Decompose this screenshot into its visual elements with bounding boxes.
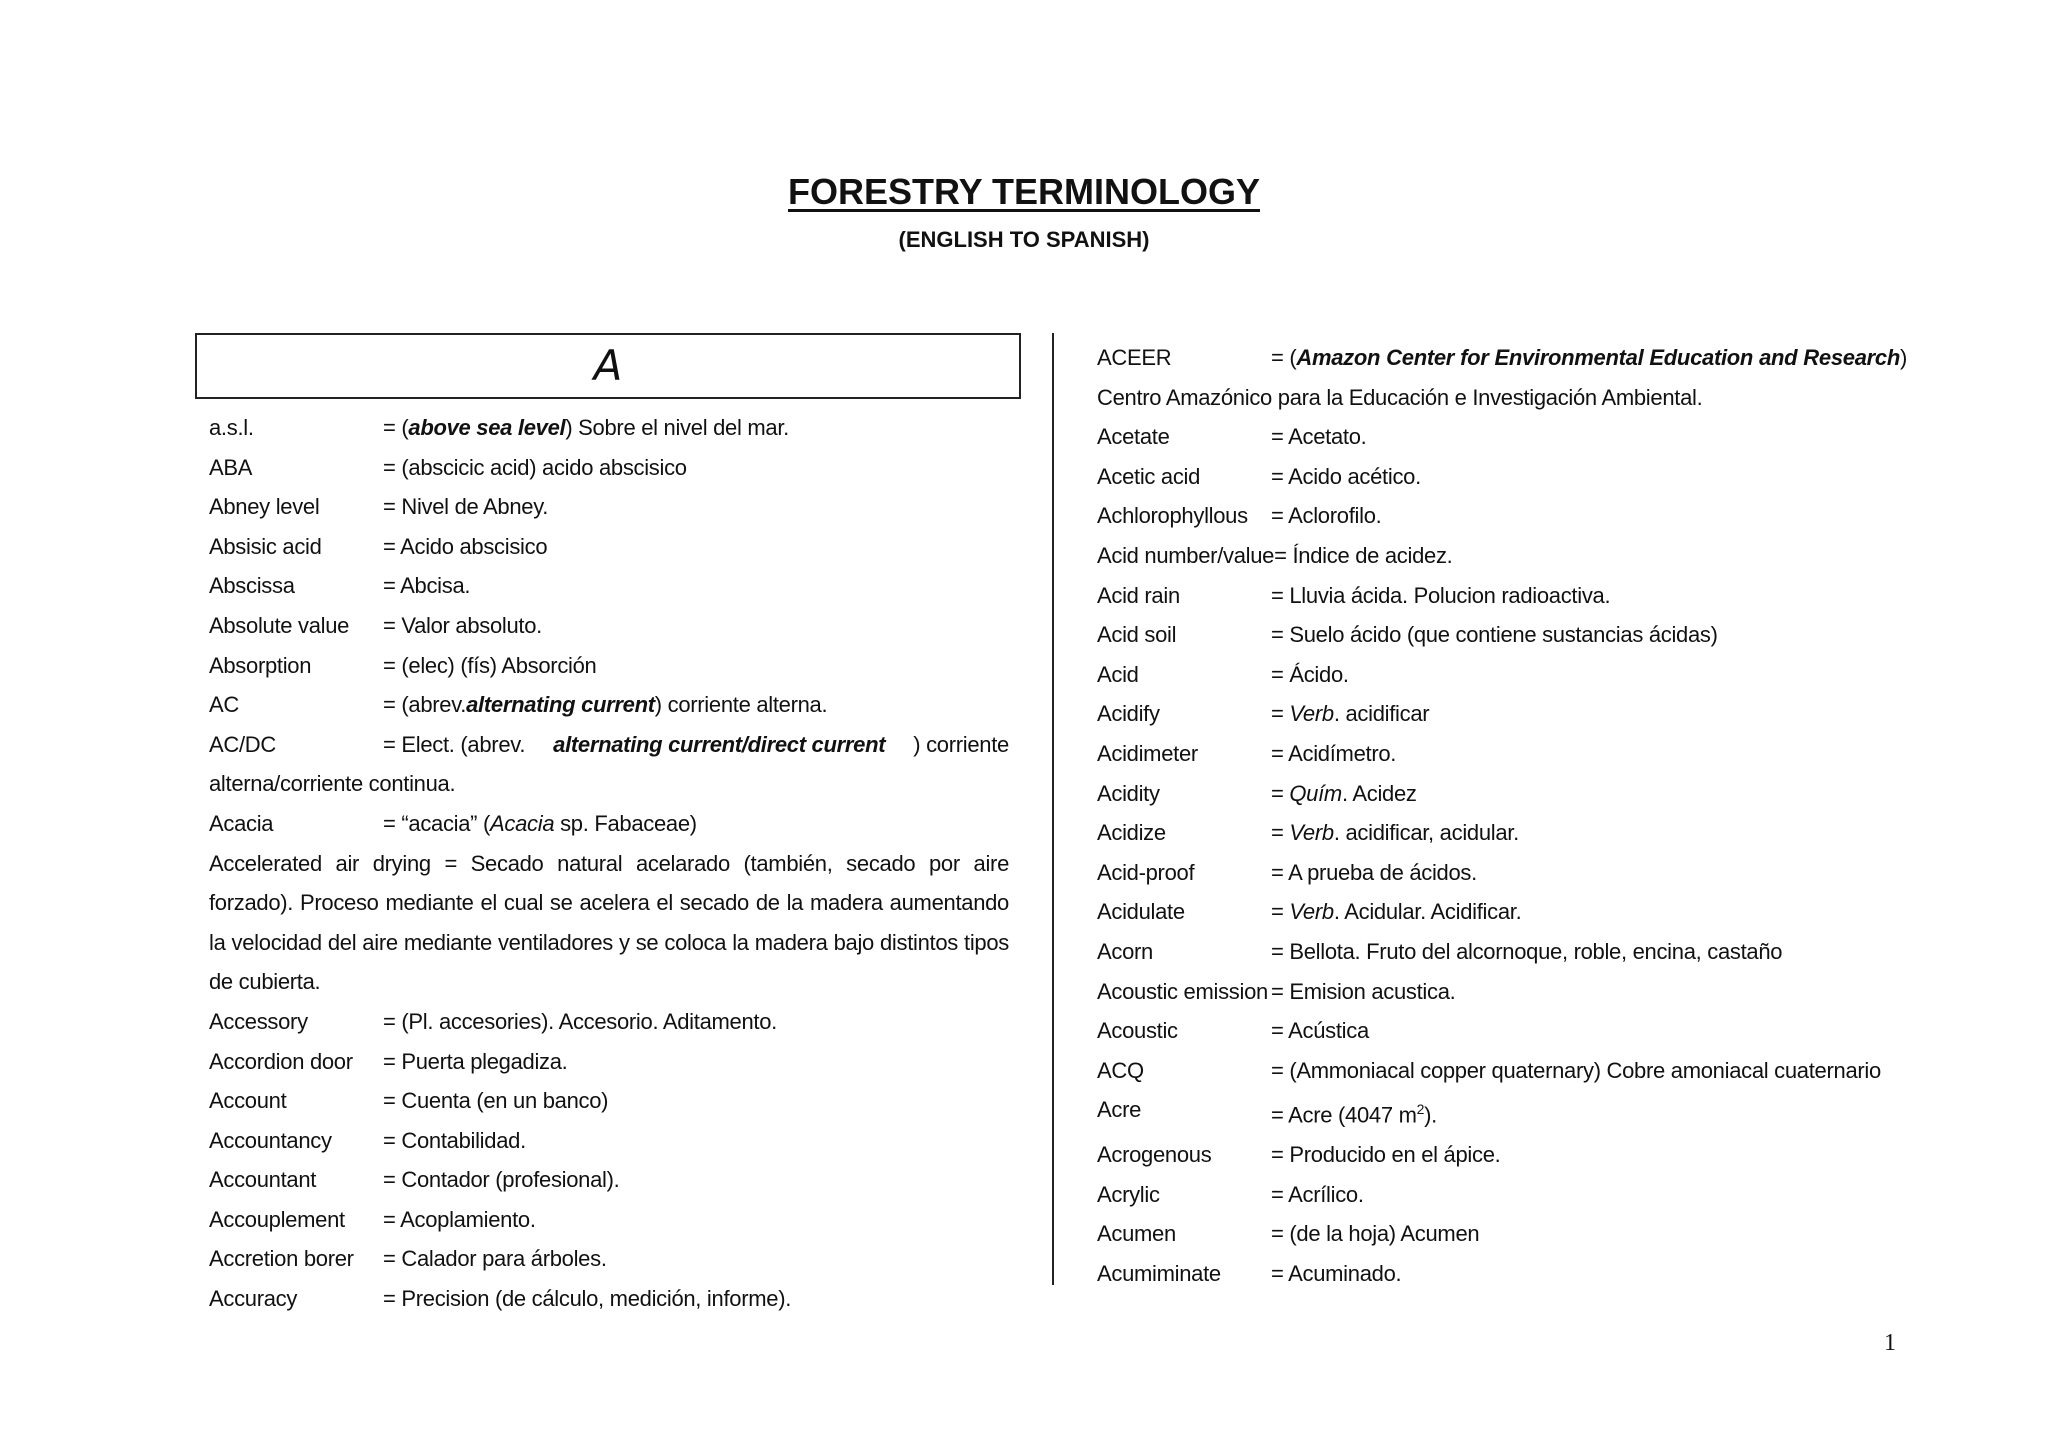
glossary-entry	[209, 1200, 1009, 1240]
entry-definition: = (abrev.alternating current) corriente alterna.	[383, 692, 828, 718]
entry-term: Accretion borer	[209, 1246, 354, 1272]
entry-definition: = Puerta plegadiza.	[383, 1048, 568, 1074]
glossary-entry	[1097, 1214, 1907, 1254]
entry-definition: = Verb. acidificar, acidular.	[1271, 820, 1519, 846]
glossary-entry	[1097, 417, 1907, 457]
entry-term: Acrylic	[1097, 1181, 1160, 1207]
entry-definition: = (above sea level) Sobre el nivel del mar.	[383, 415, 789, 440]
entry-term: Accouplement	[209, 1206, 345, 1232]
glossary-entry	[209, 1081, 1009, 1121]
entry-term: Account	[209, 1088, 287, 1114]
entry-term: Absolute value	[209, 612, 350, 638]
glossary-entry	[1097, 694, 1907, 734]
glossary-entry	[1097, 972, 1907, 1012]
entry-definition: = “acacia” (Acacia sp. Fabaceae)	[383, 810, 697, 836]
entry-term: Acidize	[1097, 820, 1166, 846]
entry-definition: = Emision acustica.	[1271, 978, 1456, 1004]
entry-definition: = Acre (4047 $m^2$).	[1271, 1101, 1437, 1128]
entry-definition: = Verb. acidificar	[1271, 701, 1430, 727]
glossary-entry	[209, 408, 1009, 448]
glossary-entry	[1097, 932, 1907, 972]
glossary-entry	[209, 685, 1009, 725]
entry-term: AC/DC	[209, 731, 276, 757]
entry-term: Acid number/value	[1097, 542, 1275, 568]
document-title: FORESTRY TERMINOLOGY	[787, 171, 1261, 212]
glossary-entry	[209, 804, 1009, 844]
entry-term: Absorption	[209, 652, 312, 678]
glossary-entry	[1097, 457, 1907, 497]
glossary-entry	[209, 606, 1009, 646]
entry-definition: = Quím. Acidez	[1271, 780, 1417, 806]
glossary-entry	[1097, 1175, 1907, 1215]
glossary-entry	[209, 1042, 1009, 1082]
entry-definition: = Contador (profesional).	[383, 1167, 620, 1193]
entry-term: Acetic acid	[1097, 463, 1201, 489]
entry-definition: = Calador para árboles.	[383, 1246, 607, 1272]
glossary-entry	[1097, 338, 1907, 378]
entry-definition: = Acústica	[1271, 1018, 1369, 1044]
entry-definition: = Valor absoluto.	[383, 612, 542, 638]
entry-term: Accuracy	[209, 1286, 298, 1312]
entry-term: Achlorophyllous	[1097, 503, 1248, 529]
glossary-paragraph-entry: Accelerated air drying = Secado natural acelarado (también, secado por aire forzado). Proceso mediante el cual se acelera el secado de la madera aumentando la velocidad del aire mediante ventiladores y se coloca la madera bajo distintos tipos de cubierta.	[209, 850, 1009, 995]
entry-definition: = Elect. (abrev. alternating current/direct current ) corriente	[383, 731, 1009, 757]
glossary-entry	[1097, 1051, 1907, 1091]
entry-term: Acid soil	[1097, 622, 1177, 648]
entry-definition: = Acrílico.	[1271, 1181, 1364, 1207]
entry-definition: = Acidímetro.	[1271, 740, 1397, 766]
entry-term: Acidulate	[1097, 899, 1185, 925]
glossary-entry	[209, 1160, 1009, 1200]
glossary-entry	[1097, 853, 1907, 893]
entry-term: Accessory	[209, 1008, 308, 1034]
left-column	[209, 408, 1009, 1319]
glossary-entry	[209, 566, 1009, 606]
entry-definition: = Acido abscisico	[383, 533, 548, 559]
entry-definition: = Aclorofilo.	[1271, 503, 1382, 529]
entry-definition: = Verb. Acidular. Acidificar.	[1271, 899, 1522, 925]
entry-definition: = Acoplamiento.	[383, 1206, 536, 1232]
entry-definition: = Acuminado.	[1271, 1260, 1402, 1286]
entry-term: Abney level	[209, 494, 320, 520]
entry-term: Acacia	[209, 810, 274, 836]
glossary-entry	[1097, 774, 1907, 814]
right-column	[1097, 338, 1907, 1294]
glossary-entry	[209, 1239, 1009, 1279]
entry-term: Acrogenous	[1097, 1142, 1212, 1168]
section-letter-box: A	[195, 333, 1021, 399]
glossary-entry	[209, 1279, 1009, 1319]
entry-definition: = Precision (de cálculo, medición, informe).	[383, 1286, 792, 1312]
glossary-entry	[209, 1002, 1009, 1042]
entry-term: Acid	[1097, 661, 1139, 687]
entry-definition: = Acido acético.	[1271, 463, 1421, 489]
entry-term: Acidimeter	[1097, 740, 1198, 766]
glossary-entry	[1097, 1254, 1907, 1294]
entry-term: ACQ	[1097, 1057, 1144, 1083]
entry-definition: = (Ammoniacal copper quaternary) Cobre amoniacal cuaternario	[1271, 1057, 1881, 1083]
glossary-entry	[1097, 734, 1907, 774]
entry-definition: = Abcisa.	[383, 573, 471, 599]
glossary-entry	[1097, 1011, 1907, 1051]
entry-definition: = Nivel de Abney.	[383, 494, 549, 520]
entry-definition: = ( Amazon Center for Environmental Education and Research )	[1271, 345, 1907, 370]
glossary-entry	[1097, 536, 1907, 576]
entry-term: Accountant	[209, 1167, 317, 1193]
entry-definition: = Contabilidad.	[383, 1127, 526, 1153]
entry-term: Acidity	[1097, 780, 1160, 806]
page-number: 1	[1884, 1330, 1896, 1356]
glossary-entry	[1097, 1135, 1907, 1175]
entry-term: Acre	[1097, 1097, 1142, 1123]
glossary-entry	[1097, 655, 1907, 695]
glossary-entry	[209, 1121, 1009, 1161]
entry-definition: = Suelo ácido (que contiene sustancias ácidas)	[1271, 622, 1718, 648]
entry-term: Accordion door	[209, 1048, 353, 1074]
glossary-entry	[209, 487, 1009, 527]
entry-definition: = (de la hoja) Acumen	[1271, 1221, 1480, 1247]
glossary-entry	[1097, 576, 1907, 616]
entry-definition: = Índice de acidez.	[1274, 542, 1453, 568]
entry-definition: = A prueba de ácidos.	[1271, 859, 1477, 885]
glossary-entry	[209, 646, 1009, 686]
entry-term: Absisic acid	[209, 533, 322, 559]
glossary-entry	[209, 725, 1009, 765]
entry-term: ABA	[209, 454, 253, 480]
entry-term: Acumiminate	[1097, 1260, 1221, 1286]
entry-term: ACEER	[1097, 345, 1172, 370]
entry-term: Acorn	[1097, 938, 1153, 964]
entry-definition: = (abscicic acid) acido abscisico	[383, 454, 687, 480]
entry-definition: = (Pl. accesories). Accesorio. Aditamento.	[383, 1008, 777, 1034]
entry-term: AC	[209, 692, 239, 718]
entry-term: Abscissa	[209, 573, 295, 599]
glossary-entry	[1097, 615, 1907, 655]
glossary-entry	[1097, 813, 1907, 853]
entry-term: Acid rain	[1097, 582, 1180, 608]
entry-definition: = Cuenta (en un banco)	[383, 1088, 609, 1114]
glossary-entry	[209, 527, 1009, 567]
document-subtitle: (ENGLISH TO SPANISH)	[898, 227, 1150, 252]
glossary-entry	[1097, 892, 1907, 932]
glossary-entry	[209, 448, 1009, 488]
entry-definition: = Ácido.	[1271, 661, 1349, 687]
entry-definition: = (elec) (fís) Absorción	[383, 652, 597, 678]
entry-definition: = Acetato.	[1271, 424, 1367, 450]
entry-term: Acidify	[1097, 701, 1160, 727]
entry-definition: = Bellota. Fruto del alcornoque, roble, encina, castaño	[1271, 938, 1783, 964]
entry-term: Acetate	[1097, 424, 1170, 450]
entry-continuation: alterna/corriente continua.	[209, 771, 456, 797]
entry-term: a.s.l.	[209, 415, 254, 440]
entry-term: Acumen	[1097, 1221, 1176, 1247]
entry-definition: = Lluvia ácida. Polucion radioactiva.	[1271, 582, 1611, 608]
entry-term: Accountancy	[209, 1127, 332, 1153]
entry-definition: = Producido en el ápice.	[1271, 1142, 1501, 1168]
glossary-entry	[1097, 496, 1907, 536]
entry-term: Acoustic emission	[1097, 978, 1268, 1004]
entry-continuation: Centro Amazónico para la Educación e Investigación Ambiental.	[1097, 384, 1703, 410]
column-divider	[1052, 333, 1054, 1285]
entry-term: Acid-proof	[1097, 859, 1195, 885]
glossary-entry	[1097, 1090, 1907, 1135]
entry-term: Acoustic	[1097, 1018, 1178, 1044]
